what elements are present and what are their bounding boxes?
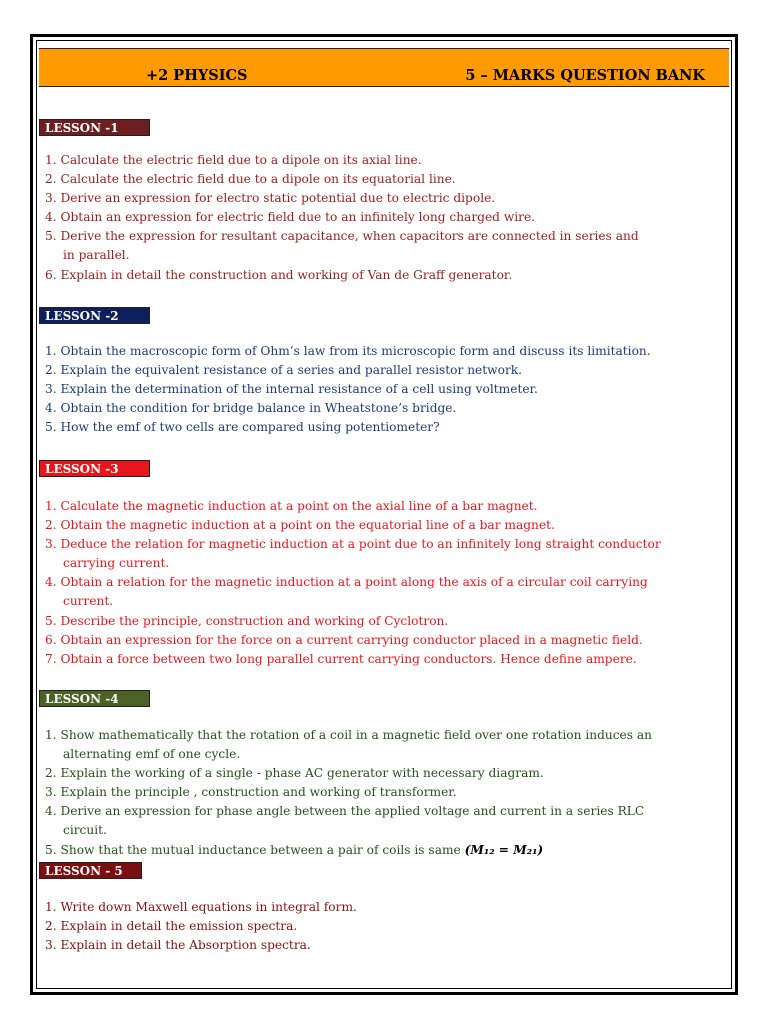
list-item: 2. Explain the equivalent resistance of a series and parallel resistor network. <box>45 363 523 378</box>
list-item: 3. Explain the principle , construction and working of transformer. <box>45 785 457 800</box>
list-item: 3. Derive an expression for electro static potential due to electric dipole. <box>45 191 496 206</box>
lesson-4-title: LESSON -4 <box>39 690 150 707</box>
list-item: 7. Obtain a force between two long parallel current carrying conductors. Hence define ampere. <box>45 651 637 666</box>
list-item: 2. Explain in detail the emission spectra. <box>45 919 298 934</box>
list-item: 5. Show that the mutual inductance between a pair of coils is same (M₁₂ = M₂₁) <box>45 842 544 857</box>
list-item: 3. Deduce the relation for magnetic induction at a point due to an infinitely long straight conductor <box>45 537 661 552</box>
list-item: 3. Explain in detail the Absorption spectra. <box>45 938 311 953</box>
lesson-2-title: LESSON -2 <box>39 307 150 324</box>
list-item-continuation: carrying current. <box>63 556 170 571</box>
list-item: 6. Explain in detail the construction and working of Van de Graff generator. <box>45 267 513 282</box>
list-item: 3. Explain the determination of the internal resistance of a cell using voltmeter. <box>45 382 538 397</box>
list-item-continuation: alternating emf of one cycle. <box>63 747 241 762</box>
list-item: 5. How the emf of two cells are compared using potentiometer? <box>45 420 440 435</box>
list-item: 4. Obtain an expression for electric field due to an infinitely long charged wire. <box>45 210 536 225</box>
list-item-continuation: circuit. <box>63 823 107 838</box>
lesson-1-title: LESSON -1 <box>39 119 150 136</box>
mutual-inductance-formula: (M₁₂ = M₂₁) <box>464 842 544 857</box>
list-item: 1. Obtain the macroscopic form of Ohm’s law from its microscopic form and discuss its limitation. <box>45 344 651 358</box>
list-item: 5. Describe the principle, construction and working of Cyclotron. <box>45 613 449 628</box>
list-item: 2. Explain the working of a single - phase AC generator with necessary diagram. <box>45 766 544 781</box>
list-item: 4. Obtain the condition for bridge balance in Wheatstone’s bridge. <box>45 401 457 416</box>
list-item-continuation: in parallel. <box>63 248 130 263</box>
list-item: 2. Calculate the electric field due to a dipole on its equatorial line. <box>45 172 456 187</box>
lesson-2-questions <box>45 342 715 437</box>
list-item: 1. Calculate the magnetic induction at a point on the axial line of a bar magnet. <box>45 499 538 513</box>
list-item: 4. Derive an expression for phase angle between the applied voltage and current in a series RLC <box>45 804 645 819</box>
lesson-3-title: LESSON -3 <box>39 460 150 477</box>
list-item: 1. Show mathematically that the rotation of a coil in a magnetic field over one rotation induces an <box>45 728 653 742</box>
list-item: 1. Write down Maxwell equations in integral form. <box>45 900 357 914</box>
page-header <box>39 48 729 87</box>
list-item-continuation: current. <box>63 594 114 609</box>
list-item: 5. Derive the expression for resultant capacitance, when capacitors are connected in series and <box>45 229 639 244</box>
lesson-5-title: LESSON - 5 <box>39 862 142 879</box>
list-item: 4. Obtain a relation for the magnetic induction at a point along the axis of a circular coil carrying <box>45 575 648 590</box>
list-item: 6. Obtain an expression for the force on a current carrying conductor placed in a magnetic field. <box>45 632 643 647</box>
lesson-1-questions <box>45 151 715 285</box>
header-subject: +2 PHYSICS <box>146 67 248 84</box>
lesson-3-questions <box>45 497 715 669</box>
lesson-4-questions <box>45 726 715 860</box>
list-item: 2. Obtain the magnetic induction at a point on the equatorial line of a bar magnet. <box>45 518 555 533</box>
lesson-5-questions <box>45 898 715 955</box>
list-item: 1. Calculate the electric field due to a dipole on its axial line. <box>45 153 422 167</box>
header-title: 5 – MARKS QUESTION BANK <box>465 67 705 84</box>
